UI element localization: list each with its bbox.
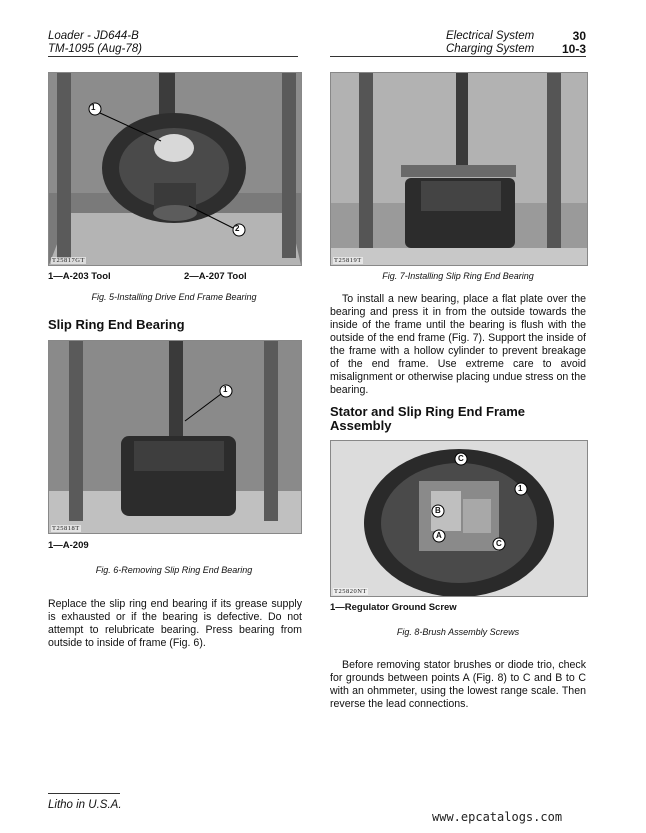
footer-litho: Litho in U.S.A. [48,799,122,811]
fig6-photo [48,340,302,534]
fig6-photo-code: T25818T [52,525,80,532]
footer-rule [48,793,120,794]
paragraph-replace-bearing: Replace the slip ring end bearing if its grease supply is exhausted or if the bearing is defective. Do not attempt to relubricate bearing. Press bearing from outside to inside of frame (Fig. 6). [48,598,302,649]
fig7-press-illustration [331,73,587,265]
fig5-press-illustration [49,73,301,265]
manual-number: TM-1095 (Aug-78) [48,43,142,55]
fig5-title: Fig. 5-Installing Drive End Frame Bearing [91,292,257,302]
fig7-photo-code: T25819T [334,257,362,264]
manual-model-title: Loader - JD644-B [48,30,139,42]
stator-heading: Stator and Slip Ring End Frame Assembly [330,404,526,433]
fig8-photo [330,440,588,597]
fig5-callout-2: 2 [235,224,240,233]
fig7-title: Fig. 7-Installing Slip Ring End Bearing [382,271,534,281]
fig8-callout-1: 1 [518,484,523,493]
fig6-callout-1: 1 [223,385,228,394]
fig6-title: Fig. 6-Removing Slip Ring End Bearing [95,565,253,575]
fig8-title: Fig. 8-Brush Assembly Screws [396,627,520,637]
fig5-callout-1: 1 [91,103,96,112]
fig5-caption-right: 2—A-207 Tool [184,271,247,282]
page-number: 30 [572,29,586,43]
section-number: 10-3 [561,42,586,56]
paragraph-before-removing: Before removing stator brushes or diode trio, check for grounds between points A (Fig. 8) to C and B to C with an ohmmeter, using the lowest range scale. Then reverse the lead connections. [330,659,586,710]
header-rule-right [330,56,586,57]
fig7-photo [330,72,588,266]
header-left [48,30,142,56]
fig6-press-illustration [49,341,301,533]
header-right-row2 [446,43,586,56]
fig8-caption: 1—Regulator Ground Screw [330,602,457,613]
fig5-caption-left: 1—A-203 Tool [48,271,111,282]
fig8-photo-code: T25820NT [334,588,367,595]
slip-ring-heading: Slip Ring End Bearing [48,317,185,332]
fig8-callout-a: A [436,531,442,540]
header-rule-left [48,56,298,57]
fig6-caption: 1—A-209 [48,540,89,551]
fig8-alternator-illustration [331,441,587,596]
paragraph-install-bearing: To install a new bearing, place a flat plate over the bearing and press it in from the outside towards the inside of the frame until the bearing is flush with the outside of the end frame (Fig. 7). Support the inside of the frame with a hollow cylinder to prevent breakage of the end frame. Use extreme care to avoid misalignment or otherwise placing undue stress on the bearing. [330,293,586,396]
header-right [446,30,586,56]
fig5-photo-code: T25817GT [52,257,85,264]
fig8-callout-c-top: C [458,454,464,463]
subsection-title: Charging System [446,43,535,55]
fig8-callout-b: B [435,506,441,515]
footer-website: www.epcatalogs.com [432,810,563,824]
fig8-callout-c-right: C [496,539,502,548]
section-title: Electrical System [446,30,535,42]
fig5-photo [48,72,302,266]
